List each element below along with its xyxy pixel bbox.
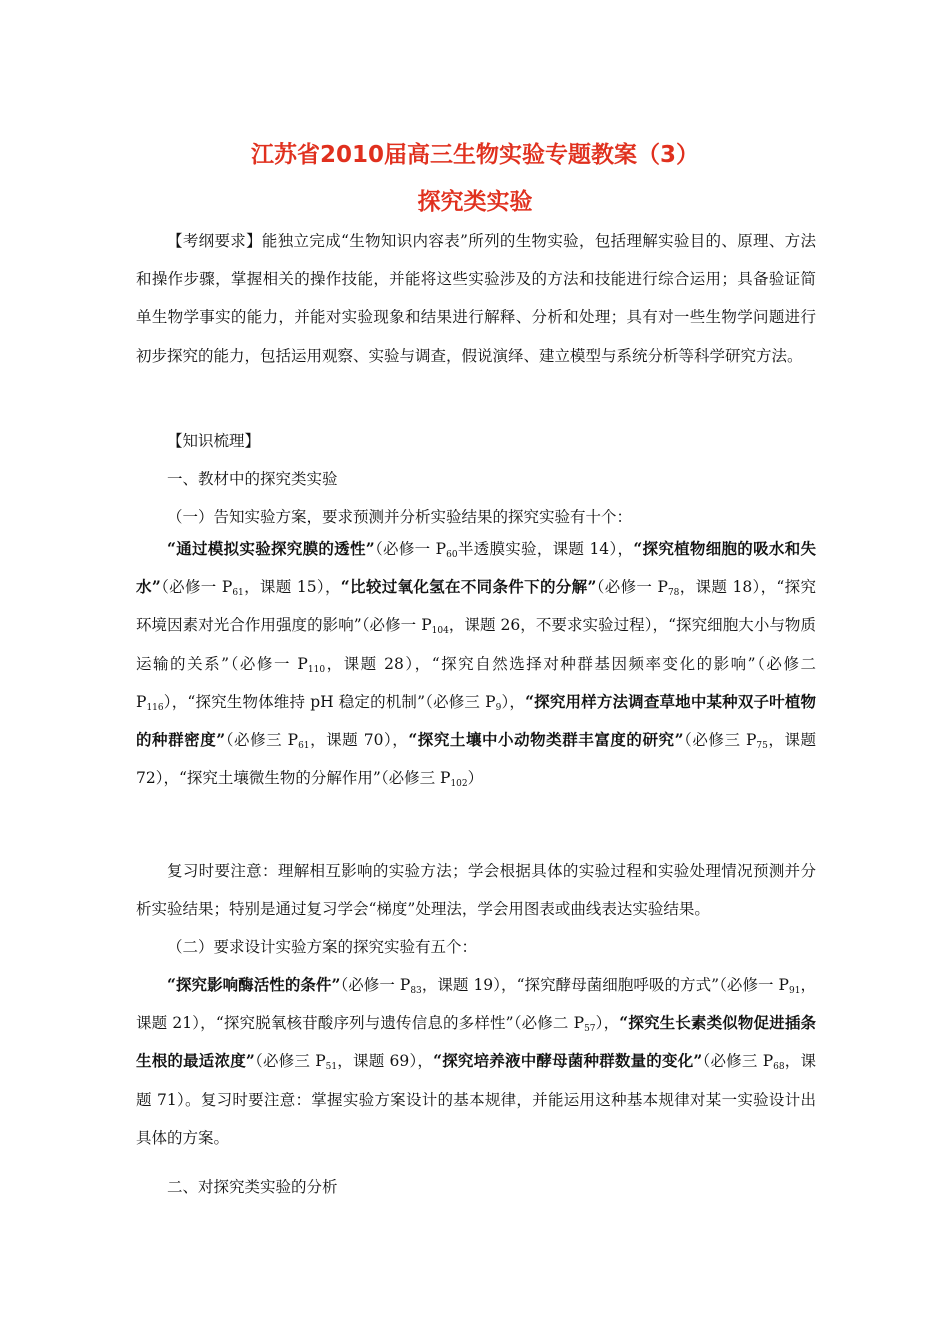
page-number: 91 xyxy=(789,986,801,996)
experiment-ref-tail: ，课题 19）， xyxy=(421,976,517,994)
experiment-ref: （必修一 P xyxy=(719,976,789,994)
page-number: 57 xyxy=(584,1024,596,1035)
experiment-ref: （必修三 P xyxy=(254,1052,326,1071)
experiment-list-1 xyxy=(136,530,816,797)
experiment-ref-tail: ，课题 18）， xyxy=(679,578,777,597)
experiment-ref-tail: ，课题 26，不要求实验过程）， xyxy=(448,616,669,635)
experiment-item xyxy=(215,1014,620,1035)
experiment-name: “探究生长素类似物促进插条生根的最适浓度” xyxy=(136,1013,816,1071)
section1-heading: 一、教材中的探究类实验 xyxy=(167,470,338,488)
experiment-list-2 xyxy=(136,966,816,1157)
experiment-item xyxy=(178,769,484,790)
experiment-ref: （必修三 P xyxy=(702,1052,774,1071)
experiment-item xyxy=(167,976,517,994)
experiment-ref-tail: ，课题 72）， xyxy=(136,731,817,788)
experiment-name: “探究脱氧核苷酸序列与遗传信息的多样性” xyxy=(215,1014,514,1033)
experiment-name: “探究细胞大小与物质运输的关系” xyxy=(136,616,816,673)
review-paragraph-1: 复习时要注意：理解相互影响的实验方法；学会根据具体的实验过程和实验处理情况预测并分析实验结果；特别是通过复习学会“梯度”处理法，学会用图表或曲线表达实验结果。 xyxy=(136,862,816,919)
page-number: 51 xyxy=(325,1062,338,1073)
kaogang-label: 【考纲要求】 xyxy=(167,232,262,250)
experiment-ref-tail: ，课题 21）， xyxy=(136,976,817,1033)
experiment-ref: （必修三 P xyxy=(683,731,757,750)
page-number: 60 xyxy=(446,550,458,560)
experiment-ref-tail: ）， xyxy=(163,692,188,711)
sub2-heading: （二）要求设计实验方案的探究实验有五个： xyxy=(167,938,478,956)
experiment-ref: （必修三 P xyxy=(425,692,496,711)
experiment-ref: （必修一 P xyxy=(340,976,411,994)
experiment-ref-tail: ，课题 70）， xyxy=(309,731,409,750)
experiment-item xyxy=(340,577,777,599)
section2-heading: 二、对探究类实验的分析 xyxy=(167,1178,338,1196)
experiment-ref-tail: 半透膜实验，课题 14）， xyxy=(457,540,634,558)
experiment-ref-tail: ，课题 28）， xyxy=(325,654,432,673)
experiment-ref: （必修一 P xyxy=(229,654,308,673)
experiment-item xyxy=(187,693,525,711)
experiment-name: “探究植物细胞的吸水和失水” xyxy=(136,539,816,597)
page-number: 9 xyxy=(495,702,502,713)
experiment-name: “通过模拟实验探究膜的透性” xyxy=(167,539,375,558)
experiment-name: “探究培养液中酵母菌种群数量的变化” xyxy=(433,1051,703,1071)
experiment-ref: （必修一 P xyxy=(361,616,432,635)
experiment-ref: （必修一 P xyxy=(596,578,668,597)
page-number: 61 xyxy=(232,588,244,599)
page-number: 78 xyxy=(667,588,680,599)
experiment-ref-tail: ）， xyxy=(501,692,526,711)
document-title: 江苏省2010届高三生物实验专题教案（3） xyxy=(250,142,700,168)
review-paragraph-2: 复习时要注意：掌握实验方案设计的基本规律，并能运用这种基本规律对某一实验设计出具体的方案。 xyxy=(136,1090,816,1147)
experiment-ref: （必修三 P xyxy=(380,769,451,788)
experiment-ref-tail: ，课题 69）， xyxy=(337,1052,434,1071)
experiment-name: “比较过氧化氢在不同条件下的分解” xyxy=(340,577,597,597)
experiment-name: “探究用样方法调查草地中某种双子叶植物的种群密度” xyxy=(136,691,816,750)
page-number: 104 xyxy=(431,626,449,637)
experiment-name: “探究环境因素对光合作用强度的影响” xyxy=(136,578,816,635)
page-number: 83 xyxy=(410,986,422,996)
experiment-item xyxy=(167,540,633,558)
experiment-ref: （必修二 P xyxy=(136,654,816,711)
experiment-ref: （必修二 P xyxy=(513,1014,585,1033)
experiment-name: “探究土壤中小动物类群丰富度的研究” xyxy=(408,730,684,750)
experiment-ref-tail: ，课题 15）， xyxy=(243,578,341,597)
experiment-name: “探究影响酶活性的条件” xyxy=(167,975,341,994)
kaogang-text: 能独立完成“生物知识内容表”所列的生物实验，包括理解实验目的、原理、方法和操作步骤，掌握相关的操作技能，并能将这些实验涉及的方法和技能进行综合运用；具备验证简单生物学事实的能力，并能对实验现象和结果进行解释、分析和处理；具有对一些生物学问题进行初步探究的能力，包括运用观察、实验与调查，假说演绎、建立模型与系统分析等科学研究方法。 xyxy=(136,232,816,365)
experiment-name: “探究酵母菌细胞呼吸的方式” xyxy=(516,976,720,994)
experiment-name: “探究自然选择对种群基因频率变化的影响” xyxy=(431,654,756,673)
page-number: 61 xyxy=(298,741,310,752)
experiment-ref-tail: ）， xyxy=(595,1014,620,1033)
experiment-ref-tail: ） xyxy=(467,769,484,788)
page-number: 116 xyxy=(146,702,164,713)
experiment-ref: （必修一 P xyxy=(160,578,233,597)
kaogang-paragraph xyxy=(136,222,816,375)
experiment-ref-tail: ，课题 71）。 xyxy=(136,1052,816,1109)
experiment-ref: （必修三 P xyxy=(225,731,299,750)
experiment-name: “探究土壤微生物的分解作用” xyxy=(178,769,381,788)
experiment-ref: （必修一 P xyxy=(374,540,447,558)
page-number: 110 xyxy=(307,664,326,675)
page-number: 75 xyxy=(756,741,768,752)
page-number: 68 xyxy=(773,1062,785,1073)
sub1-heading: （一）告知实验方案，要求预测并分析实验结果的探究实验有十个： xyxy=(167,508,633,526)
experiment-name: “探究生物体维持 pH 稳定的机制” xyxy=(187,692,425,711)
page-number: 102 xyxy=(450,779,468,790)
zhishi-label: 【知识梳理】 xyxy=(167,432,261,450)
document-subtitle: 探究类实验 xyxy=(417,189,533,215)
